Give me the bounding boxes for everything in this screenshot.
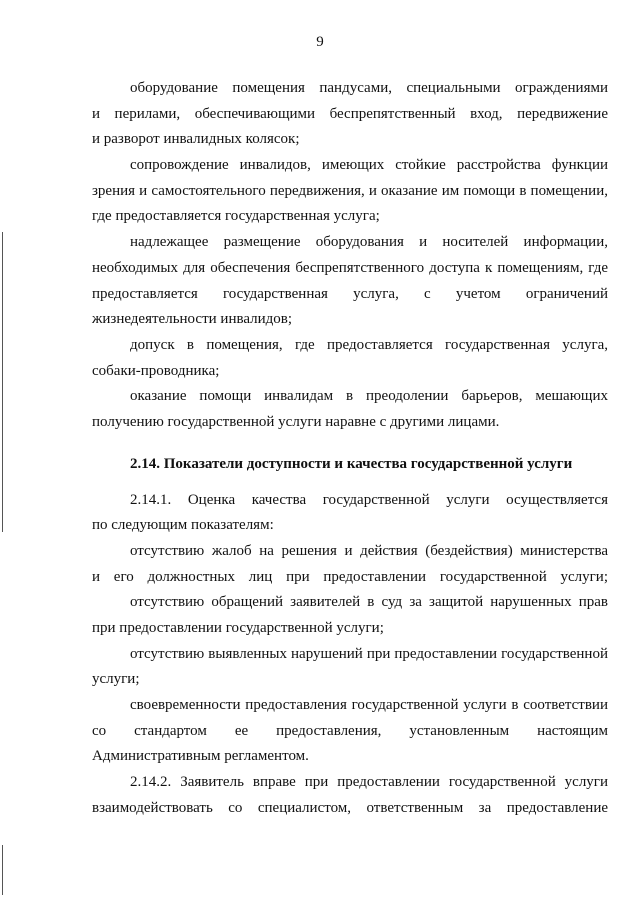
- text-line: допуск в помещения, где предоставляется государственная услуга,: [130, 337, 608, 353]
- text-line: жизнедеятельности инвалидов;: [92, 311, 293, 327]
- text-line: получению государственной услуги наравне с другими лицами.: [92, 414, 500, 430]
- scan-edge-mark: [2, 845, 3, 895]
- text-line: сопровождение инвалидов, имеющих стойкие расстройства функции: [130, 157, 608, 173]
- text-line: зрения и самостоятельного передвижения, и оказание им помощи в помещении,: [92, 183, 608, 199]
- text-line: предоставляется государственная услуга, с учетом ограничений: [92, 286, 608, 302]
- page-number: 9: [316, 34, 324, 50]
- text-line: отсутствию жалоб на решения и действия (бездействия) министерства: [130, 543, 608, 559]
- text-line: оборудование помещения пандусами, специальными ограждениями: [130, 80, 608, 96]
- text-line: где предоставляется государственная услуга;: [92, 208, 380, 224]
- text-line: 2.14.2. Заявитель вправе при предоставлении государственной услуги: [130, 774, 608, 790]
- section-heading: 2.14. Показатели доступности и качества государственной услуги: [130, 456, 573, 472]
- text-line: при предоставлении государственной услуги;: [92, 620, 384, 636]
- text-line: и его должностных лиц при предоставлении государственной услуги;: [92, 569, 608, 585]
- text-line: своевременности предоставления государственной услуги в соответствии: [130, 697, 608, 713]
- text-line: услуги;: [92, 671, 140, 687]
- text-line: со стандартом ее предоставления, установленным настоящим: [92, 723, 608, 739]
- text-line: Административным регламентом.: [92, 748, 309, 764]
- text-line: отсутствию выявленных нарушений при предоставлении государственной: [130, 646, 608, 662]
- text-line: собаки-проводника;: [92, 363, 220, 379]
- text-line: и перилами, обеспечивающими беспрепятственный вход, передвижение: [92, 106, 608, 122]
- text-line: и разворот инвалидных колясок;: [92, 131, 300, 147]
- text-line: взаимодействовать со специалистом, ответственным за предоставление: [92, 800, 608, 816]
- text-line: отсутствию обращений заявителей в суд за защитой нарушенных прав: [130, 594, 608, 610]
- text-line: 2.14.1. Оценка качества государственной услуги осуществляется: [130, 492, 608, 508]
- text-line: надлежащее размещение оборудования и носителей информации,: [130, 234, 608, 250]
- text-line: по следующим показателям:: [92, 517, 274, 533]
- text-line: необходимых для обеспечения беспрепятственного доступа к помещениям, где: [92, 260, 608, 276]
- scan-edge-mark: [2, 232, 3, 532]
- text-line: оказание помощи инвалидам в преодолении барьеров, мешающих: [130, 388, 608, 404]
